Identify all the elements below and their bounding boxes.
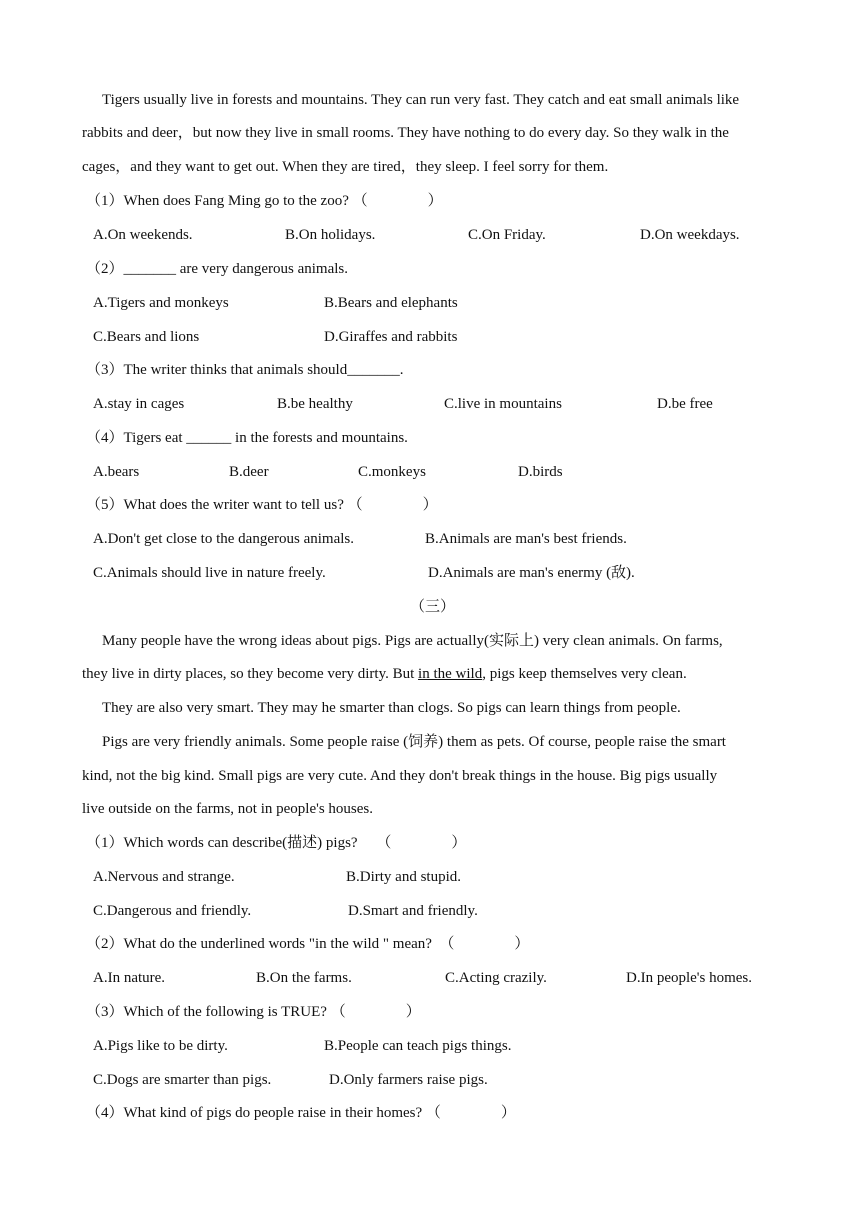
question-stem: （5）What does the writer want to tell us? （ ） bbox=[86, 497, 438, 513]
passage-line: live outside on the farms, not in people's houses. bbox=[82, 801, 373, 817]
option-d: D.birds bbox=[518, 464, 563, 480]
option-a: A.Tigers and monkeys bbox=[93, 295, 229, 311]
passage-line: Pigs are very friendly animals. Some people raise (饲养) them as pets. Of course, people raise the smart bbox=[102, 734, 726, 750]
option-d: D.Only farmers raise pigs. bbox=[329, 1072, 488, 1088]
underlined-phrase: in the wild bbox=[418, 666, 483, 682]
option-d: D.Giraffes and rabbits bbox=[324, 329, 458, 345]
option-d: D.be free bbox=[657, 396, 713, 412]
option-a: A.bears bbox=[93, 464, 140, 480]
option-a: A.Don't get close to the dangerous animals. bbox=[93, 531, 354, 547]
passage-text: , pigs keep themselves very clean. bbox=[482, 666, 687, 682]
option-b: B.be healthy bbox=[277, 396, 353, 412]
passage-line bbox=[82, 664, 687, 684]
passage-text: they live in dirty places, so they become very dirty. But bbox=[82, 666, 419, 682]
option-c: C.On Friday. bbox=[468, 227, 546, 243]
option-b: B.Dirty and stupid. bbox=[346, 869, 461, 885]
option-c: C.Animals should live in nature freely. bbox=[93, 565, 326, 581]
passage-line: rabbits and deer，but now they live in small rooms. They have nothing to do every day. So they walk in the bbox=[82, 125, 729, 141]
question-stem: （4）What kind of pigs do people raise in their homes? （ ） bbox=[86, 1105, 516, 1121]
question-stem: （4）Tigers eat ______ in the forests and mountains. bbox=[86, 430, 408, 446]
option-d: D.On weekdays. bbox=[640, 227, 740, 243]
question-stem: （1）Which words can describe(描述) pigs? （ ） bbox=[86, 835, 467, 851]
option-a: A.In nature. bbox=[93, 970, 166, 986]
option-c: C.live in mountains bbox=[444, 396, 562, 412]
option-a: A.Nervous and strange. bbox=[93, 869, 235, 885]
passage-line: They are also very smart. They may he smarter than clogs. So pigs can learn things from people. bbox=[102, 700, 681, 716]
option-d: D.Animals are man's enermy (敌). bbox=[428, 565, 635, 581]
option-c: C.monkeys bbox=[358, 464, 426, 480]
option-b: B.deer bbox=[229, 464, 269, 480]
option-c: C.Dogs are smarter than pigs. bbox=[93, 1072, 272, 1088]
passage-line: Tigers usually live in forests and mountains. They can run very fast. They catch and eat small animals like bbox=[102, 92, 740, 108]
option-b: B.Animals are man's best friends. bbox=[425, 531, 627, 547]
question-stem: （2）What do the underlined words "in the wild " mean? （ ） bbox=[86, 936, 530, 952]
option-c: C.Bears and lions bbox=[93, 329, 200, 345]
option-b: B.On holidays. bbox=[285, 227, 376, 243]
passage-line: cages，and they want to get out. When they are tired，they sleep. I feel sorry for them. bbox=[82, 159, 609, 175]
section-heading: （三） bbox=[410, 599, 456, 615]
option-b: B.Bears and elephants bbox=[324, 295, 458, 311]
option-c: C.Acting crazily. bbox=[445, 970, 547, 986]
option-d: D.In people's homes. bbox=[626, 970, 753, 986]
option-a: A.Pigs like to be dirty. bbox=[93, 1038, 228, 1054]
option-d: D.Smart and friendly. bbox=[348, 903, 478, 919]
option-b: B.On the farms. bbox=[256, 970, 352, 986]
question-stem: （1）When does Fang Ming go to the zoo? （ ） bbox=[86, 193, 443, 209]
question-stem: （2）_______ are very dangerous animals. bbox=[86, 261, 349, 277]
passage-line: kind, not the big kind. Small pigs are very cute. And they don't break things in the house. Big pigs usually bbox=[82, 768, 718, 784]
question-stem: （3）Which of the following is TRUE? （ ） bbox=[86, 1004, 421, 1020]
option-c: C.Dangerous and friendly. bbox=[93, 903, 252, 919]
option-a: A.On weekends. bbox=[93, 227, 193, 243]
question-stem: （3）The writer thinks that animals should_______. bbox=[86, 362, 404, 378]
passage-line: Many people have the wrong ideas about pigs. Pigs are actually(实际上) very clean animals. On farms, bbox=[102, 633, 723, 649]
option-a: A.stay in cages bbox=[93, 396, 185, 412]
option-b: B.People can teach pigs things. bbox=[324, 1038, 512, 1054]
